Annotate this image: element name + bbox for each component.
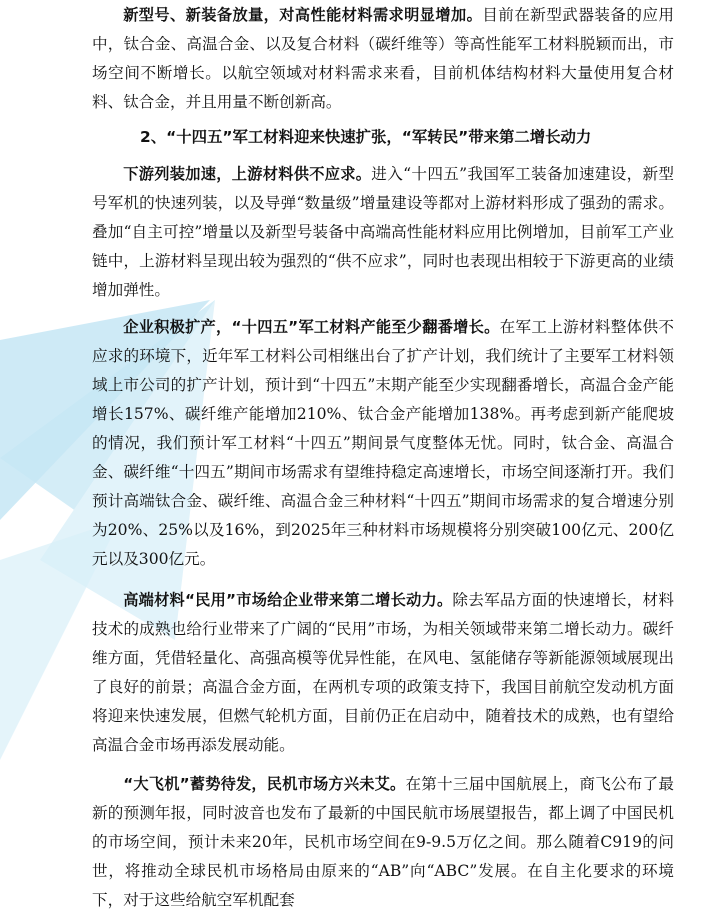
- paragraph-body: 进入“十四五”我国军工装备加速建设，新型号军机的快速列装，以及导弹“数量级”增量建设等都对上游材料形成了强劲的需求。叠加“自主可控”增量以及新型号装备中高端高性能材料应用比例增加，目前军工产业链中，上游材料呈现出较为强烈的“供不应求”，同时也表现出相较于下游更高的业绩增加弹性。: [92, 165, 674, 299]
- paragraph-body: 目前在新型武器装备的应用中，钛合金、高温合金、以及复合材料（碳纤维等）等高性能军工材料脱颖而出，市场空间不断增长。以航空领域对材料需求来看，目前机体结构材料大量使用复合材料、钛合金，并且用量不断创新高。: [92, 6, 674, 111]
- section-heading: 2、“十四五”军工材料迎来快速扩张，“军转民”带来第二增长动力: [140, 128, 592, 146]
- paragraph-lead: 新型号、新装备放量，对高性能材料需求明显增加。: [123, 6, 483, 24]
- paragraph-new-models: [92, 1, 674, 117]
- paragraph-capacity-expansion: [92, 313, 674, 574]
- paragraph-lead: 高端材料“民用”市场给企业带来第二增长动力。: [123, 591, 453, 609]
- paragraph-body: 除去军品方面的快速增长，材料技术的成熟也给行业带来了广阔的“民用”市场，为相关领域带来第二增长动力。碳纤维方面，凭借轻量化、高强高模等优异性能，在风电、氢能储存等新能源领域展现出了良好的前景；高温合金方面，在两机专项的政策支持下，我国目前航空发动机方面将迎来快速发展，但燃气轮机方面，目前仍正在启动中，随着技术的成熟，也有望给高温合金市场再添发展动能。: [92, 591, 674, 754]
- paragraph-lead: “大飞机”蓄势待发，民机市场方兴未艾。: [123, 775, 406, 793]
- paragraph-downstream: [92, 160, 674, 305]
- paragraph-big-aircraft: [92, 770, 674, 915]
- paragraph-body: 在第十三届中国航展上，商飞公布了最新的预测年报，同时波音也发布了最新的中国民航市场展望报告，都上调了中国民机的市场空间，预计未来20年，民机市场空间在9-9.5万亿之间。那么随着C919的问世，将推动全球民机市场格局由原来的“AB”向“ABC”发展。在自主化要求的环境下，对于这些给航空军机配套: [92, 775, 674, 909]
- paragraph-lead: 下游列装加速，上游材料供不应求。: [123, 165, 372, 183]
- paragraph-civil-market: [92, 586, 674, 760]
- paragraph-lead: 企业积极扩产，“十四五”军工材料产能至少翻番增长。: [123, 318, 500, 336]
- paragraph-body: 在军工上游材料整体供不应求的环境下，近年军工材料公司相继出台了扩产计划，我们统计了主要军工材料领域上市公司的扩产计划，预计到“十四五”末期产能至少实现翻番增长，高温合金产能增长157%、碳纤维产能增加210%、钛合金产能增加138%。再考虑到新产能爬坡的情况，我们预计军工材料“十四五”期间景气度整体无忧。同时，钛合金、高温合金、碳纤维“十四五”期间市场需求有望维持稳定高速增长，市场空间逐渐打开。我们预计高端钛合金、碳纤维、高温合金三种材料“十四五”期间市场需求的复合增速分别为20%、25%以及16%，到2025年三种材料市场规模将分别突破100亿元、200亿元以及300亿元。: [92, 318, 674, 568]
